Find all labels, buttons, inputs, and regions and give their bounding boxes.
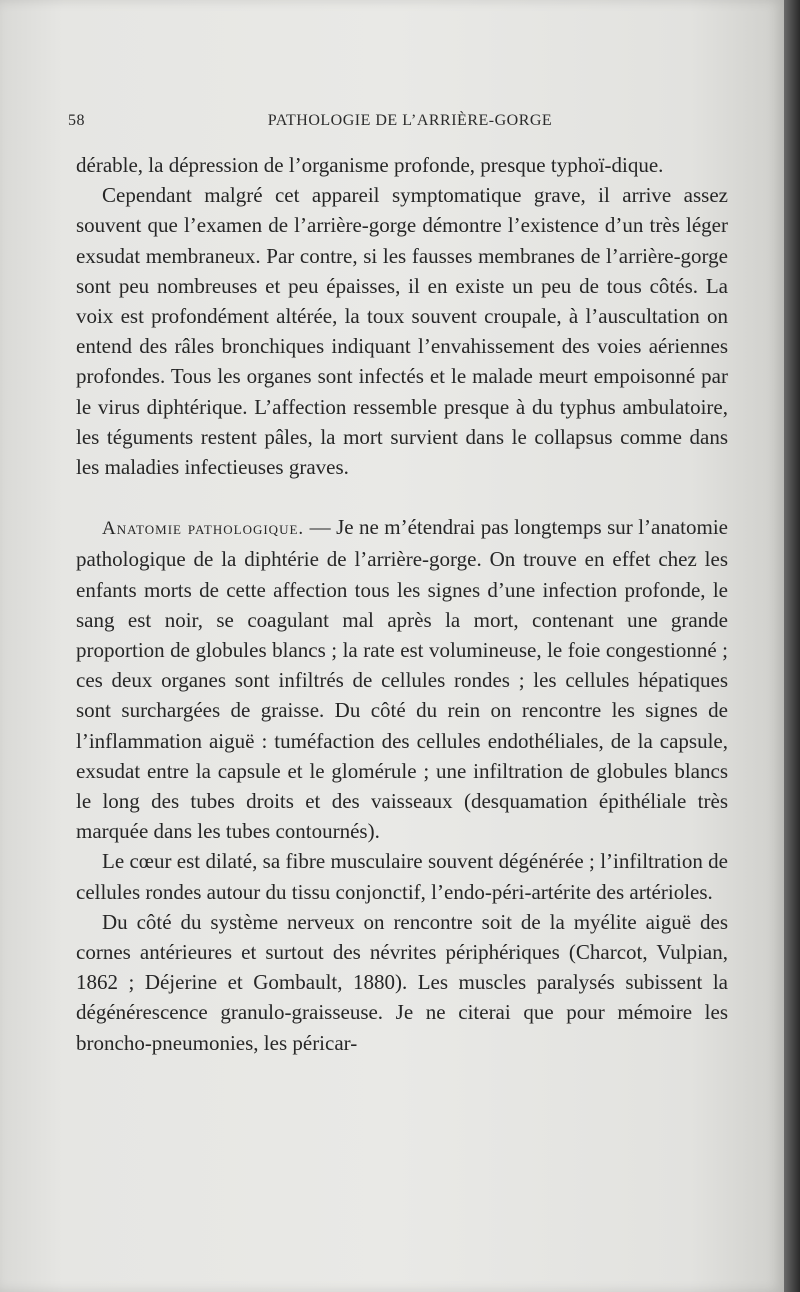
paragraph-anatomy: [76, 512, 728, 846]
page-edge-shadow: [784, 0, 800, 1292]
paragraph-2: Cependant malgré cet appareil symptomatique grave, il arrive assez souvent que l’examen de l’arrière-gorge démontre l’existence d’un très léger exsudat membraneux. Par contre, si les fausses membranes de l’arrière-gorge sont peu nombreuses et peu épaisses, il en existe un peu de tous côtés. La voix est profondément altérée, la toux souvent croupale, à l’auscultation on entend des râles bronchiques indiquant l’envahissement des voies aériennes profondes. Tous les organes sont infectés et le malade meurt empoisonné par le virus diphtérique. L’affection ressemble presque à du typhus ambulatoire, les téguments restent pâles, la mort survient dans le collapsus comme dans les maladies infectieuses graves.: [76, 183, 728, 480]
paragraph-5: Du côté du système nerveux on rencontre soit de la myélite aiguë des cornes antérieures et surtout des névrites périphériques (Charcot, Vulpian, 1862 ; Déjerine et Gombault, 1880). Les muscles paralysés subissent la dégénérescence granulo-graisseuse. Je ne citerai que pour mémoire les broncho-pneumonies, les péricar-: [76, 909, 728, 1055]
body-text: [76, 150, 728, 1058]
running-head: PATHOLOGIE DE L’ARRIÈRE-GORGE: [267, 112, 553, 129]
paragraph-1: dérable, la dépression de l’organisme profonde, presque typhoï-dique.: [76, 153, 664, 177]
paragraph-4: Le cœur est dilaté, sa fibre musculaire souvent dégénérée ; l’infiltration de cellules rondes autour du tissu conjonctif, l’endo-péri-artérite des artérioles.: [76, 849, 728, 904]
section-heading: Anatomie pathologique.: [102, 518, 305, 540]
page-number: 58: [68, 112, 85, 129]
paragraph-3-text: — Je ne m’étendrai pas longtemps sur l’anatomie pathologique de la diphtérie de l’arrière-gorge. On trouve en effet chez les enfants morts de cette affection tous les signes d’une infection profonde, le sang est noir, se coagulant mal après la mort, contenant une grande proportion de globules blancs ; la rate est volumineuse, le foie congestionné ; ces deux organes sont infiltrés de cellules rondes ; les cellules hépatiques sont surchargées de graisse. Du côté du rein on rencontre les signes de l’inflammation aiguë : tuméfaction des cellules endothéliales, de la capsule, exsudat entre la capsule et le glomérule ; une infiltration de globules blancs le long des tubes droits et des vaisseaux (desquamation épithéliale très marquée dans les tubes contournés).: [76, 515, 728, 844]
page-header: [68, 112, 728, 134]
